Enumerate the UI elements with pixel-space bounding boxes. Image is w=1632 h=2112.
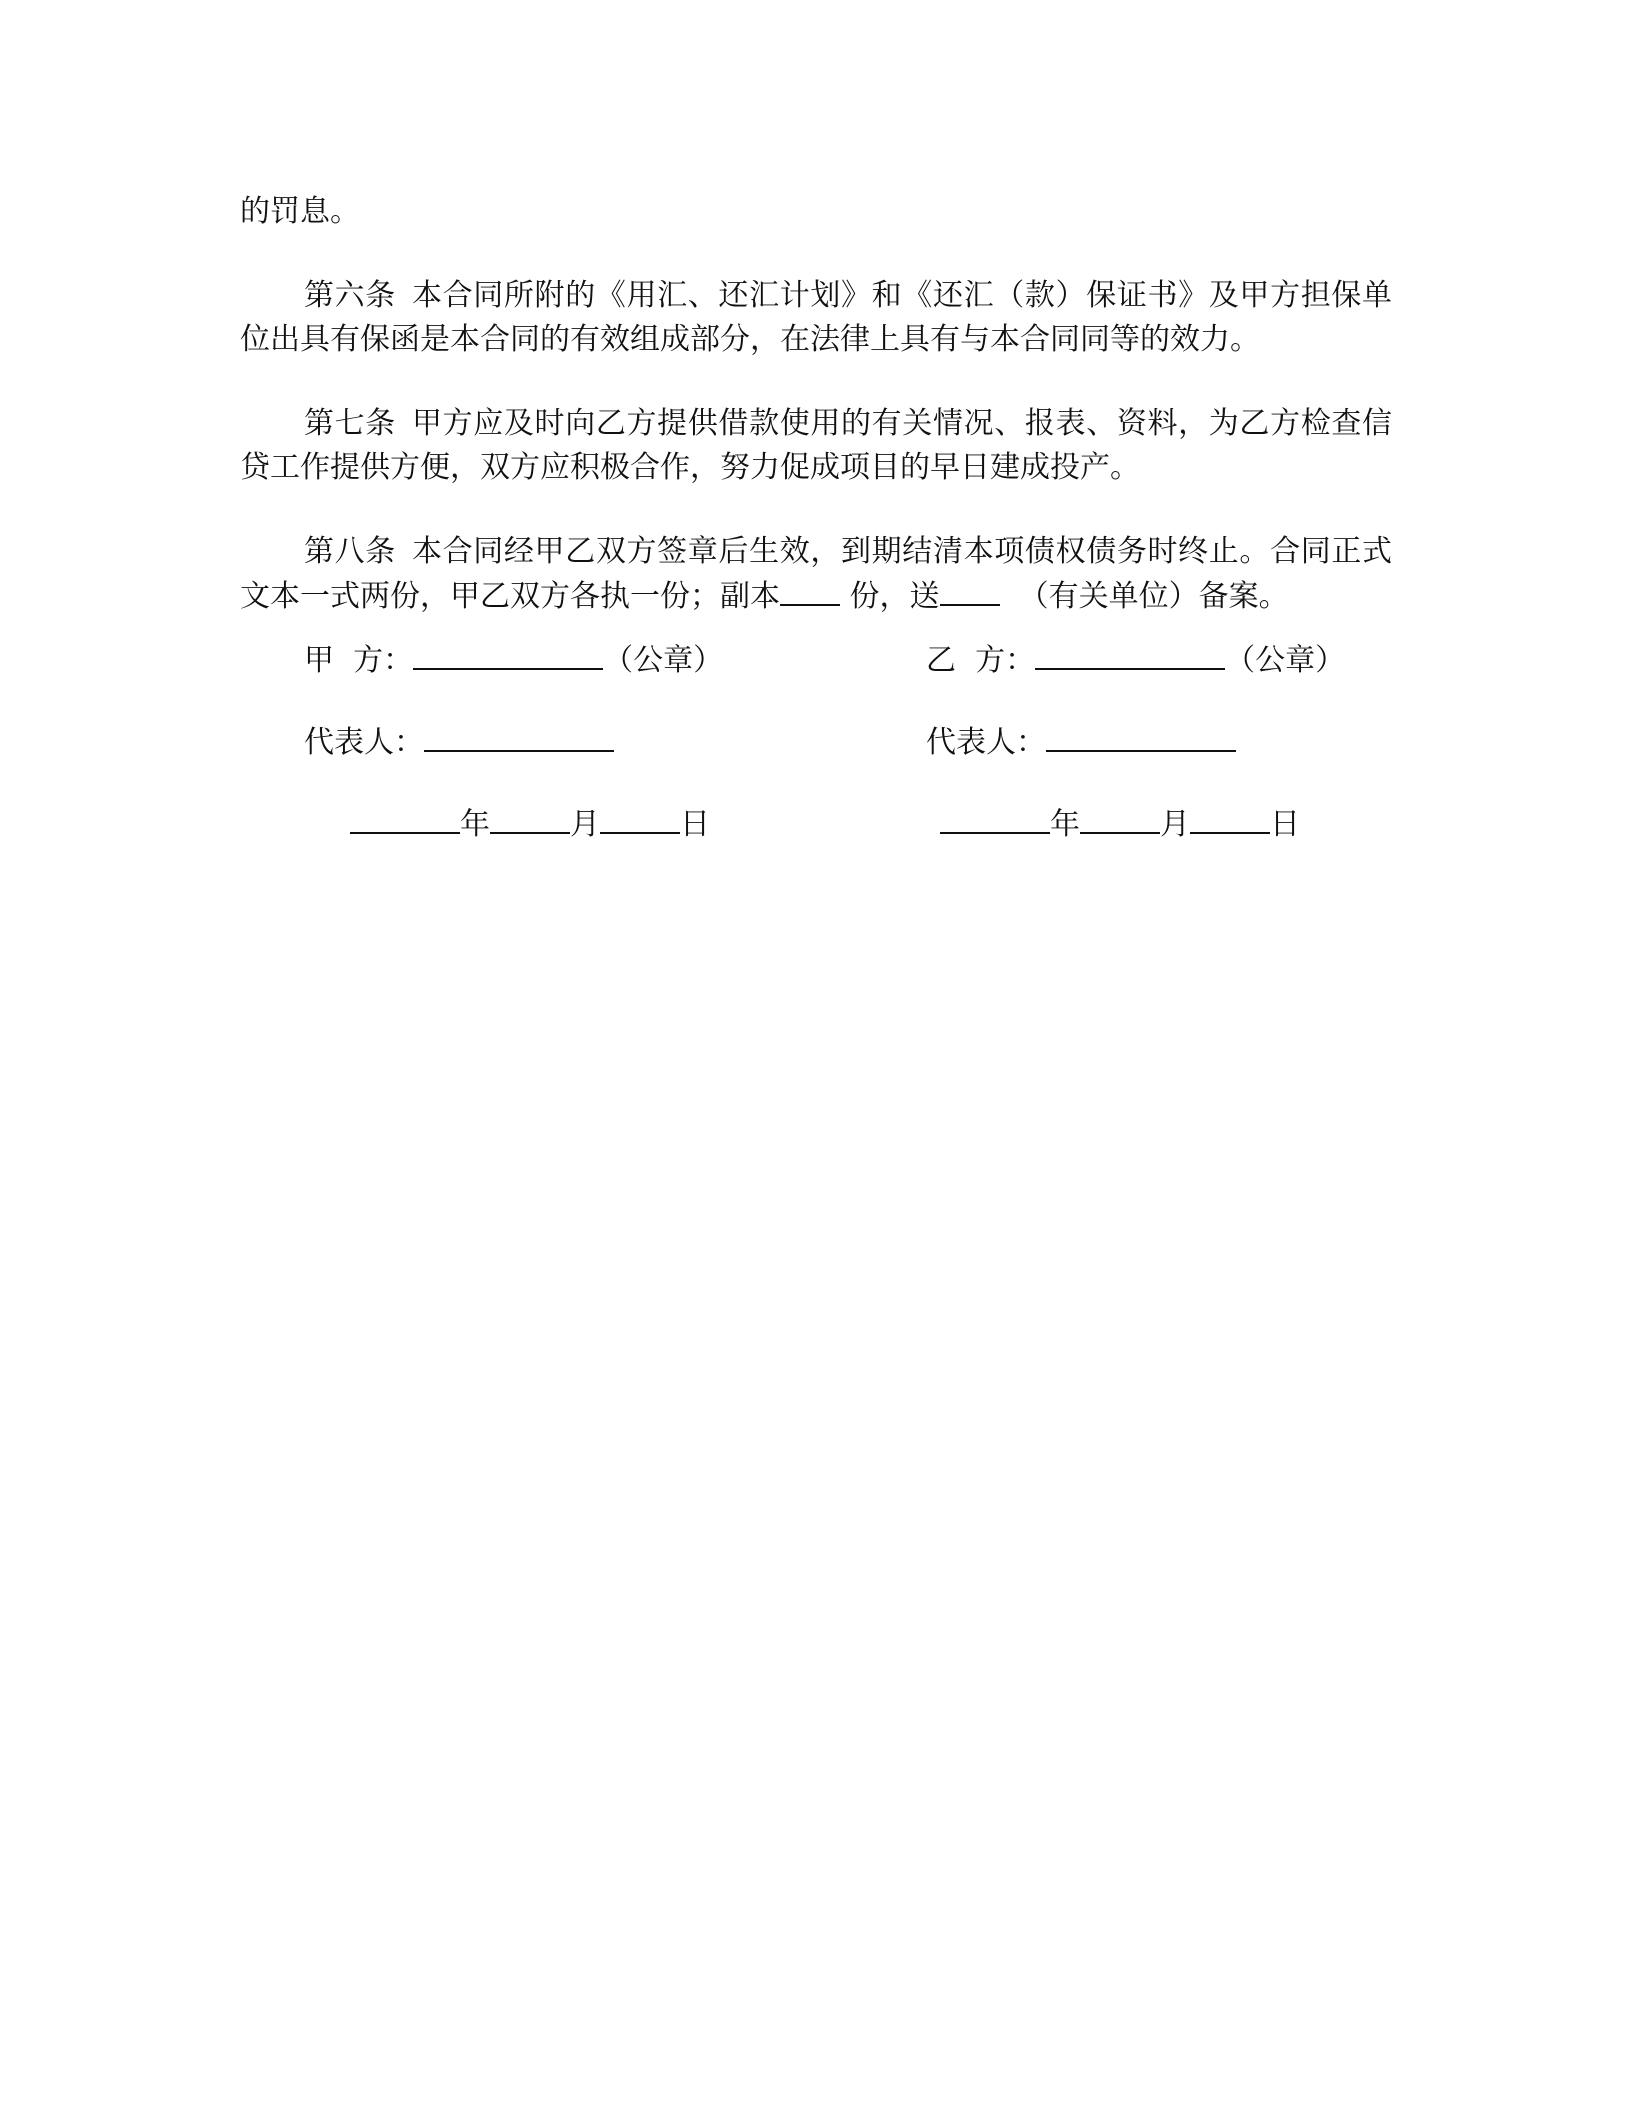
representative-blank	[424, 720, 614, 752]
year-blank	[940, 802, 1050, 834]
article-text-after: （有关单位）备案。	[1018, 579, 1289, 614]
party-a-blank	[413, 638, 603, 670]
party-b-representative	[926, 720, 1236, 765]
article-number: 第六条	[304, 278, 396, 313]
party-b-signature	[926, 638, 1345, 683]
month-blank	[1080, 802, 1160, 834]
day-label: 日	[1270, 807, 1300, 842]
contract-page	[240, 190, 1393, 842]
party-b-date	[940, 802, 1300, 847]
party-b-seal: （公章）	[1225, 643, 1346, 678]
day-blank	[1190, 802, 1270, 834]
article-text-before: 本合同经甲乙双方签章后生效，到期结清本项债权债务时终止。合同正式文本一式两份，甲乙双方各执一份；副本	[240, 534, 1393, 614]
year-blank	[350, 802, 460, 834]
copies-blank	[780, 574, 840, 606]
representative-blank	[1046, 720, 1236, 752]
year-label: 年	[1050, 807, 1080, 842]
date-row	[240, 802, 1392, 846]
article-text: 甲方应及时向乙方提供借款使用的有关情况、报表、资料，为乙方检查信贷工作提供方便，双方应积极合作，努力促成项目的早日建成投产。	[240, 406, 1393, 485]
representative-row	[240, 720, 1392, 764]
article-number: 第八条	[304, 534, 396, 569]
article-6	[240, 274, 1392, 362]
article-7	[240, 402, 1392, 490]
representative-label: 代表人：	[926, 725, 1046, 760]
article-number: 第七条	[304, 406, 396, 441]
party-b-label: 乙 方：	[926, 643, 1036, 678]
month-blank	[490, 802, 570, 834]
party-a-representative	[304, 720, 614, 765]
party-a-date	[350, 802, 710, 847]
year-label: 年	[460, 807, 490, 842]
paragraph-continuation	[240, 190, 1392, 234]
party-a-seal: （公章）	[603, 643, 724, 678]
day-blank	[600, 802, 680, 834]
article-text: 本合同所附的《用汇、还汇计划》和《还汇（款）保证书》及甲方担保单位出具有保函是本合同的有效组成部分，在法律上具有与本合同同等的效力。	[240, 278, 1393, 357]
recipient-blank	[940, 574, 1000, 606]
article-text-middle: 份，送	[849, 579, 940, 614]
article-8	[240, 530, 1392, 619]
party-a-label: 甲 方：	[304, 643, 414, 678]
paragraph-text: 的罚息。	[240, 194, 360, 229]
party-b-blank	[1035, 638, 1225, 670]
month-label: 月	[570, 807, 600, 842]
party-a-signature	[304, 638, 723, 683]
signature-party-row	[240, 638, 1392, 682]
day-label: 日	[680, 807, 710, 842]
month-label: 月	[1160, 807, 1190, 842]
representative-label: 代表人：	[304, 725, 424, 760]
